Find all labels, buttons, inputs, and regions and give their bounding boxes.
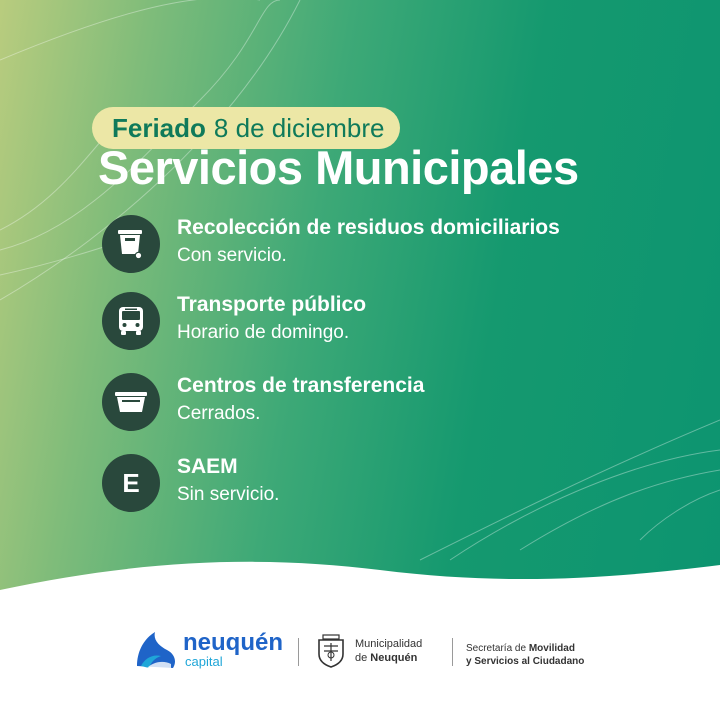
service-status: Con servicio. [177, 245, 287, 266]
service-status: Horario de domingo. [177, 322, 350, 343]
container-icon [114, 390, 148, 414]
brand-name: neuquén [183, 629, 283, 656]
municipalidad-logo [315, 634, 422, 668]
service-name: Transporte público [177, 293, 367, 316]
secretaria-logo [466, 642, 584, 668]
service-icon-circle [102, 215, 160, 273]
letter-e-icon: E [122, 467, 140, 498]
service-item-residuos [102, 215, 560, 273]
bus-icon [116, 305, 146, 337]
secretaria-line1 [466, 642, 584, 655]
service-text [177, 454, 279, 510]
neuquen-drop-icon [133, 630, 179, 670]
service-name: SAEM [177, 455, 238, 478]
service-name: Recolección de residuos domiciliarios [177, 216, 560, 239]
brand-sub: capital [185, 654, 223, 669]
service-icon-circle [102, 373, 160, 431]
service-item-transporte [102, 292, 366, 350]
brand-text [183, 631, 283, 669]
service-text [177, 292, 366, 348]
footer-divider [452, 638, 453, 666]
holiday-label: Feriado [112, 112, 206, 143]
service-icon-circle [102, 454, 160, 512]
municipalidad-text [355, 637, 422, 665]
service-name: Centros de transferencia [177, 374, 425, 397]
footer [0, 620, 720, 690]
muni-line2-prefix: de [355, 652, 371, 664]
service-item-saem [102, 454, 279, 512]
service-item-centros [102, 373, 424, 431]
muni-line1: Municipalidad [355, 638, 423, 650]
muni-line2-bold: Neuquén [370, 652, 418, 664]
secretaria-line2-bold: y Servicios al Ciudadano [466, 656, 585, 667]
muni-line2 [355, 651, 422, 665]
page-title: Servicios Municipales [98, 141, 579, 194]
secretaria-line2 [466, 655, 584, 668]
neuquen-capital-logo [133, 630, 283, 670]
coat-of-arms-icon [315, 634, 347, 668]
trash-bin-icon [116, 228, 146, 260]
service-text [177, 373, 424, 429]
service-icon-circle [102, 292, 160, 350]
service-status: Cerrados. [177, 403, 261, 424]
service-status: Sin servicio. [177, 484, 280, 505]
service-text [177, 215, 560, 271]
footer-divider [298, 638, 299, 666]
secretaria-line1-prefix: Secretaría de [466, 643, 529, 654]
holiday-date: 8 de diciembre [213, 112, 385, 143]
secretaria-line1-bold: Movilidad [528, 643, 575, 654]
